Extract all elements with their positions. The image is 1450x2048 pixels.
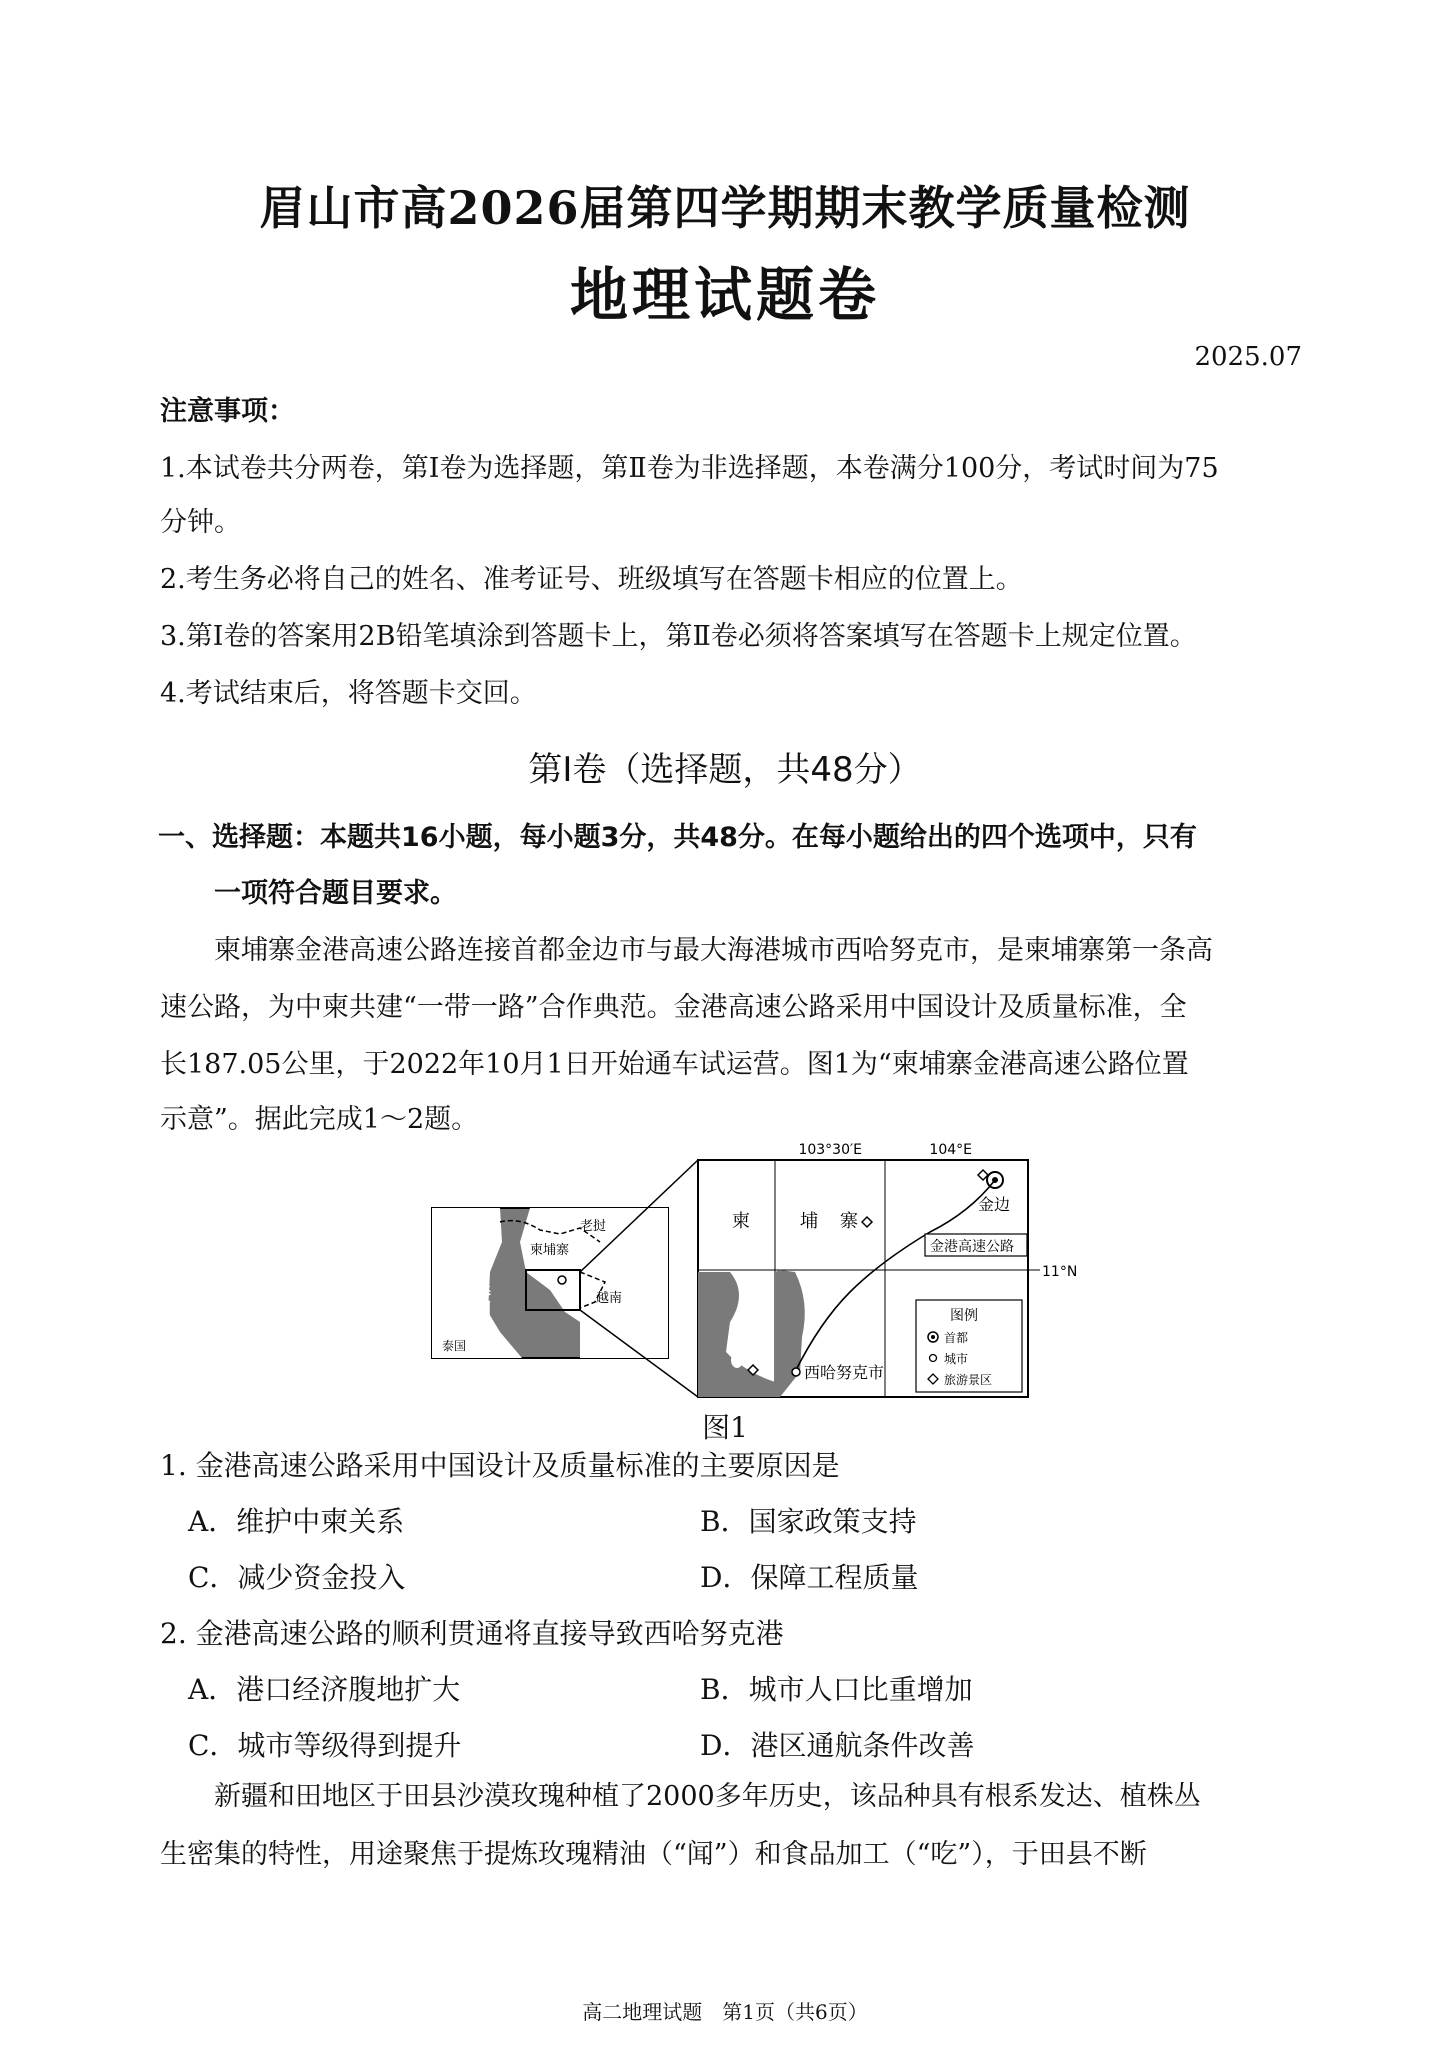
legend-capital-dot <box>931 1335 935 1339</box>
legend-capital-label: 首都 <box>944 1331 969 1345</box>
highway-label: 金港高速公路 <box>930 1239 1014 1255</box>
inset-map <box>432 1160 698 1397</box>
legend-scenic-label: 旅游景区 <box>944 1373 993 1387</box>
country-char: 柬 <box>732 1211 750 1232</box>
inset-label-laos: 老挝 <box>580 1219 607 1234</box>
question-2-option-a: A．港口经济腹地扩大 <box>188 1673 461 1706</box>
question-1-option-a: A．维护中柬关系 <box>188 1505 405 1538</box>
exam-subject-title: 地理试题卷 <box>569 261 880 329</box>
notice-item: 2.考生务必将自己的姓名、准考证号、班级填写在答题卡相应的位置上。 <box>160 564 1023 595</box>
figure-1-map <box>430 1122 1150 1407</box>
main-map <box>698 1142 1077 1397</box>
legend-city-label: 城市 <box>944 1352 969 1366</box>
notice-item: 3.第Ⅰ卷的答案用2B铅笔填涂到答题卡上，第Ⅱ卷必须将答案填写在答题卡上规定位置。 <box>160 621 1197 652</box>
exam-date: 2025.07 <box>1194 342 1302 372</box>
country-char: 埔 <box>800 1211 818 1232</box>
question-1-option-b: B．国家政策支持 <box>700 1505 917 1538</box>
section-instruction-cont: 一项符合题目要求。 <box>214 878 457 909</box>
question-1-stem: 1. 金港高速公路采用中国设计及质量标准的主要原因是 <box>160 1449 840 1482</box>
notice-item: 1.本试卷共分两卷，第Ⅰ卷为选择题，第Ⅱ卷为非选择题，本卷满分100分，考试时间为75 <box>160 453 1219 484</box>
question-2-option-c: C．城市等级得到提升 <box>188 1729 462 1762</box>
passage-1-line: 速公路，为中柬共建“一带一路”合作典范。金港高速公路采用中国设计及质量标准，全 <box>160 992 1187 1023</box>
page-footer: 高二地理试题 第1页（共6页） <box>582 2000 868 2024</box>
island <box>731 1352 743 1368</box>
passage-1-line: 示意”。据此完成1～2题。 <box>160 1104 479 1135</box>
legend-title: 图例 <box>950 1308 978 1324</box>
question-2-option-b: B．城市人口比重增加 <box>700 1673 973 1706</box>
question-1-option-c: C．减少资金投入 <box>188 1561 406 1594</box>
country-char: 寨 <box>840 1211 858 1232</box>
lon-label-1: 103°30′E <box>798 1142 862 1158</box>
port-city-marker <box>792 1368 800 1376</box>
notice-heading: 注意事项： <box>160 396 295 427</box>
inset-label-thailand: 泰国 <box>442 1339 467 1353</box>
question-2-stem: 2. 金港高速公路的顺利贯通将直接导致西哈努克港 <box>160 1617 784 1650</box>
port-city-label: 西哈努克市 <box>804 1363 885 1382</box>
inset-label-cambodia: 柬埔寨 <box>530 1243 570 1258</box>
section-title: 第Ⅰ卷（选择题，共48分） <box>528 750 922 790</box>
section-instruction: 一、选择题：本题共16小题，每小题3分，共48分。在每小题给出的四个选项中，只有 <box>158 822 1197 853</box>
lat-label: 11°N <box>1042 1264 1078 1280</box>
inset-label-vietnam: 越南 <box>596 1291 623 1306</box>
notice-item: 4.考试结束后，将答题卡交回。 <box>160 678 537 709</box>
passage-2-line: 生密集的特性，用途聚焦于提炼玫瑰精油（“闻”）和食品加工（“吃”），于田县不断 <box>160 1839 1147 1870</box>
passage-1-line: 柬埔寨金港高速公路连接首都金边市与最大海港城市西哈努克市，是柬埔寨第一条高 <box>214 935 1213 966</box>
passage-2-line: 新疆和田地区于田县沙漠玫瑰种植了2000多年历史，该品种具有根系发达、植株丛 <box>214 1781 1201 1812</box>
capital-label: 金边 <box>978 1195 1011 1214</box>
lon-label-2: 104°E <box>929 1142 972 1158</box>
question-1-option-d: D．保障工程质量 <box>700 1561 919 1594</box>
notice-item: 分钟。 <box>160 507 241 538</box>
exam-title: 眉山市高2026届第四学期期末教学质量检测 <box>259 181 1191 235</box>
question-2-option-d: D．港区通航条件改善 <box>700 1729 975 1762</box>
legend-city-icon <box>930 1355 937 1362</box>
inset-label-gulf: 泰国湾 <box>472 1284 492 1332</box>
figure-caption: 图1 <box>702 1411 748 1444</box>
passage-1-line: 长187.05公里，于2022年10月1日开始通车试运营。图1为“柬埔寨金港高速公路位置 <box>160 1049 1189 1080</box>
capital-marker-dot <box>992 1177 998 1183</box>
